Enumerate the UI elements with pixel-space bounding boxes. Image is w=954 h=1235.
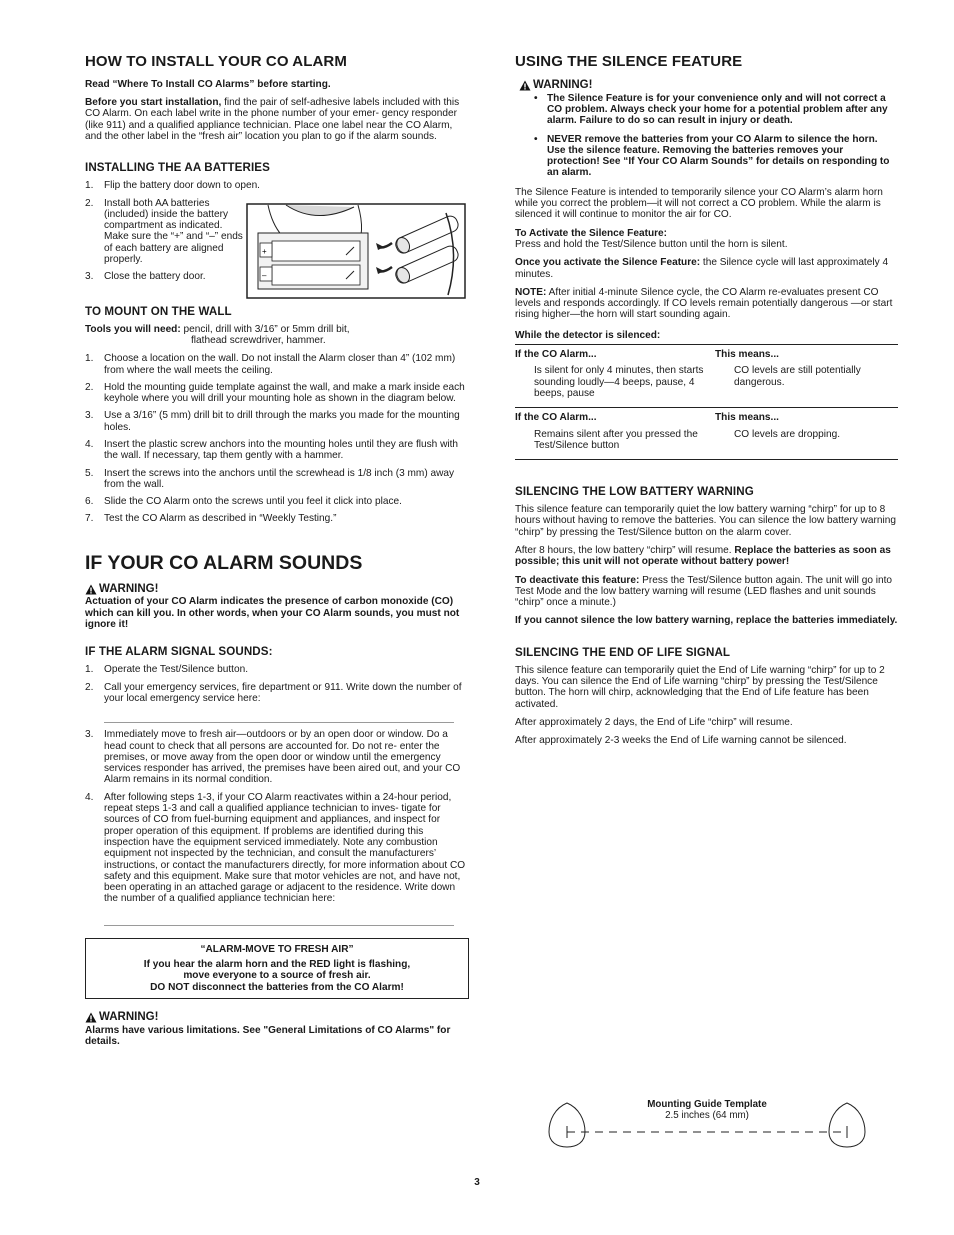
list-item: 7. Test the CO Alarm as described in “Weekly Testing.” [85, 513, 337, 525]
list-item: 2. Hold the mounting guide template against the wall, and make a mark inside each keyhole where you will drill your mounting hole as shown in the diagram below. [85, 381, 465, 405]
mount-title: TO MOUNT ON THE WALL [85, 304, 232, 318]
warning-heading-2: WARNING! [85, 1011, 469, 1024]
silence-title: USING THE SILENCE FEATURE [515, 53, 743, 70]
warning-heading: WARNING! [85, 583, 469, 596]
table-row: Remains silent after you pressed the Test/Silence button CO levels are dropping. [534, 428, 841, 451]
read-first: Read “Where To Install CO Alarms” before starting. [85, 78, 331, 90]
low-battery-p3: To deactivate this feature: Press the Test/Silence button again. The unit will go into Test Mode and the low battery warning will resume (LED flashes and unit sounds “chirp” once a minute.) [515, 574, 893, 609]
activate-silence: To Activate the Silence Feature: Press and hold the Test/Silence button until the horn is silent. [515, 227, 788, 250]
list-item: • NEVER remove the batteries from your CO Alarm to silence the horn. Use the silence feature. Removing the batteries removes your protection! See “If Your CO Alarm Sounds” for details on responding to an alarm. [534, 133, 890, 179]
list-item: 6. Slide the CO Alarm onto the screws until you feel it click into place. [85, 496, 402, 508]
silence-warning-heading: WARNING! [519, 79, 898, 92]
list-item: 1. Flip the battery door down to open. [85, 180, 260, 192]
svg-text:+: + [262, 247, 267, 256]
template-size: 2.5 inches (64 mm) [665, 1109, 749, 1121]
battery-install-figure-icon [246, 203, 466, 299]
end-of-life-p2: After approximately 2 days, the End of Life “chirp” will resume. [515, 716, 793, 728]
low-battery-p2: After 8 hours, the low battery “chirp” will resume. Replace the batteries as soon as possible; this unit will not operate without battery power! [515, 544, 891, 568]
mounting-guide-template [547, 1100, 867, 1150]
table-row: Is silent for only 4 minutes, then starts sounding loudly—4 beeps, pause, 4 beeps, pause CO levels are still potentially dangerous. [534, 365, 861, 399]
end-of-life-p3: After approximately 2-3 weeks the End of Life warning cannot be silenced. [515, 735, 847, 747]
list-item: 3. Use a 3/16” (5 mm) drill bit to drill through the marks you made for the mounting holes. [85, 410, 460, 433]
list-item: 3. Immediately move to fresh air—outdoors or by an open door or window. Do a head count to check that all persons are accounted for. Do not re- enter the premises, or move away from the open door or window until the emergency services responder has arrived, the premises have been aired out, and your CO Alarm remains in its normal condition. [85, 729, 461, 786]
page-number: 3 [474, 1177, 480, 1188]
list-item: 5. Insert the screws into the anchors until the screwhead is 1/8 inch (3 mm) away from the wall. [85, 467, 455, 490]
list-item: 1. Choose a location on the wall. Do not install the Alarm closer than 4” (102 mm) from where the wall meets the ceiling. [85, 353, 456, 376]
warning-text: Actuation of your CO Alarm indicates the presence of carbon monoxide (CO) which can kill you. In other words, when your CO Alarm sounds, you must not ignore it! [85, 596, 460, 631]
tools-needed: Tools you will need: pencil, drill with 3/16” or 5mm drill bit, flathead screwdriver, hammer. [85, 323, 350, 346]
warning-triangle-icon [519, 80, 531, 91]
template-title: Mounting Guide Template [647, 1099, 767, 1110]
before-install-paragraph: Before you start installation, find the pair of self-adhesive labels included with this CO Alarm. On each label write in the phone number of your emer- gency responder (like 911) and a qualified appliance technician. Place one label near the CO Alarm, and the other label in the “fresh air” location you plan to go if the alarm sounds. [85, 97, 460, 142]
signal-steps [85, 664, 469, 704]
list-item: • The Silence Feature is for your convenience only and will not correct a CO problem. Always check your home for a potential problem after any alarm. Failure to do so can result in injury or death. [534, 92, 888, 127]
warning-triangle-icon [85, 584, 97, 595]
list-item: 1. Operate the Test/Silence button. [85, 664, 249, 676]
battery-install-figure [246, 203, 466, 299]
left-column [85, 54, 469, 1054]
signal-title: IF THE ALARM SIGNAL SOUNDS: [85, 645, 273, 659]
once-activated: Once you activate the Silence Feature: the Silence cycle will last approximately 4 minutes. [515, 257, 889, 280]
silence-intro: The Silence Feature is intended to temporarily silence your CO Alarm’s alarm horn while you correct the problem—it will not correct a CO problem. While the alarm is silenced it will continue to monitor the air for CO. [515, 186, 883, 221]
silenced-table [515, 344, 898, 459]
batteries-title: INSTALLING THE AA BATTERIES [85, 161, 270, 175]
table-caption: While the detector is silenced: [515, 329, 661, 341]
svg-text:–: – [262, 271, 267, 280]
warning-triangle-icon [85, 1012, 97, 1023]
signal-steps-continued [85, 729, 469, 904]
list-item: 4. Insert the plastic screw anchors into the mounting holes until they are flush with the wall. If necessary, tap them gently with a hammer. [85, 439, 459, 462]
silence-warning-list [515, 93, 898, 179]
list-item: 3. Close the battery door. [85, 271, 206, 283]
right-column [515, 54, 898, 754]
low-battery-p4: If you cannot silence the low battery warning, replace the batteries immediately. [515, 615, 898, 627]
table-row: If the CO Alarm... This means... [515, 408, 898, 429]
low-battery-title: SILENCING THE LOW BATTERY WARNING [515, 485, 754, 499]
end-of-life-p1: This silence feature can temporarily quiet the End of Life warning “chirp” for up to 2 days. You can silence the End of Life warning “chirp” by pressing the Test/Silence button. The horn will chirp, acknowledging that the End of Life feature has been activated. [515, 664, 885, 710]
alarm-notice-box: “ALARM-MOVE TO FRESH AIR” If you hear the alarm horn and the RED light is flashing, move everyone to a source of fresh air. DO NOT disconnect the batteries from the CO Alarm! [85, 938, 469, 999]
list-item: 2. Call your emergency services, fire department or 911. Write down the number of your local emergency service here: [85, 681, 462, 704]
list-item: 4. After following steps 1-3, if your CO Alarm reactivates within a 24-hour period, repeat steps 1-3 and call a qualified appliance technician to inves- tigate for sources of CO from fuel-burning equipment and appliances, and inspect for proper operation of this equipment. If problems are identified during this inspection have the equipment serviced immediately. Note any combustion equipment not inspected by the technician, and consult the manufacturers’ instructions, or contact the manufacturers directly, for more information about CO safety and this equipment. Make sure that motor vehicles are not, and have not, been operating in an attached garage or adjacent to the residence. Write down the number of a qualified appliance technician here: [85, 791, 466, 905]
end-of-life-title: SILENCING THE END OF LIFE SIGNAL [515, 645, 731, 659]
list-item: 2. Install both AA batteries (included) inside the battery compartment as indicated. Make sure the “+” and “–” ends of each battery are aligned properly. [85, 197, 243, 266]
keyhole-template-icon [547, 1100, 867, 1150]
alarm-sounds-title: IF YOUR CO ALARM SOUNDS [85, 551, 363, 574]
limitations-text: Alarms have various limitations. See "General Limitations of CO Alarms" for details. [85, 1024, 451, 1048]
low-battery-p1: This silence feature can temporarily quiet the low battery warning “chirp” for up to 8 hours without having to remove the batteries. You can silence the low battery warning “chirp” by pressing the Test/Silence button on the alarm cover. [515, 504, 896, 538]
mount-steps [85, 353, 469, 525]
table-row: If the CO Alarm... This means... [515, 345, 898, 366]
silence-note: NOTE: After initial 4-minute Silence cycle, the CO Alarm re-evaluates present CO levels and responds accordingly. If CO levels remain potentially dangerous —or start rising higher—the horn will start sounding again. [515, 286, 893, 321]
install-title: HOW TO INSTALL YOUR CO ALARM [85, 53, 347, 70]
